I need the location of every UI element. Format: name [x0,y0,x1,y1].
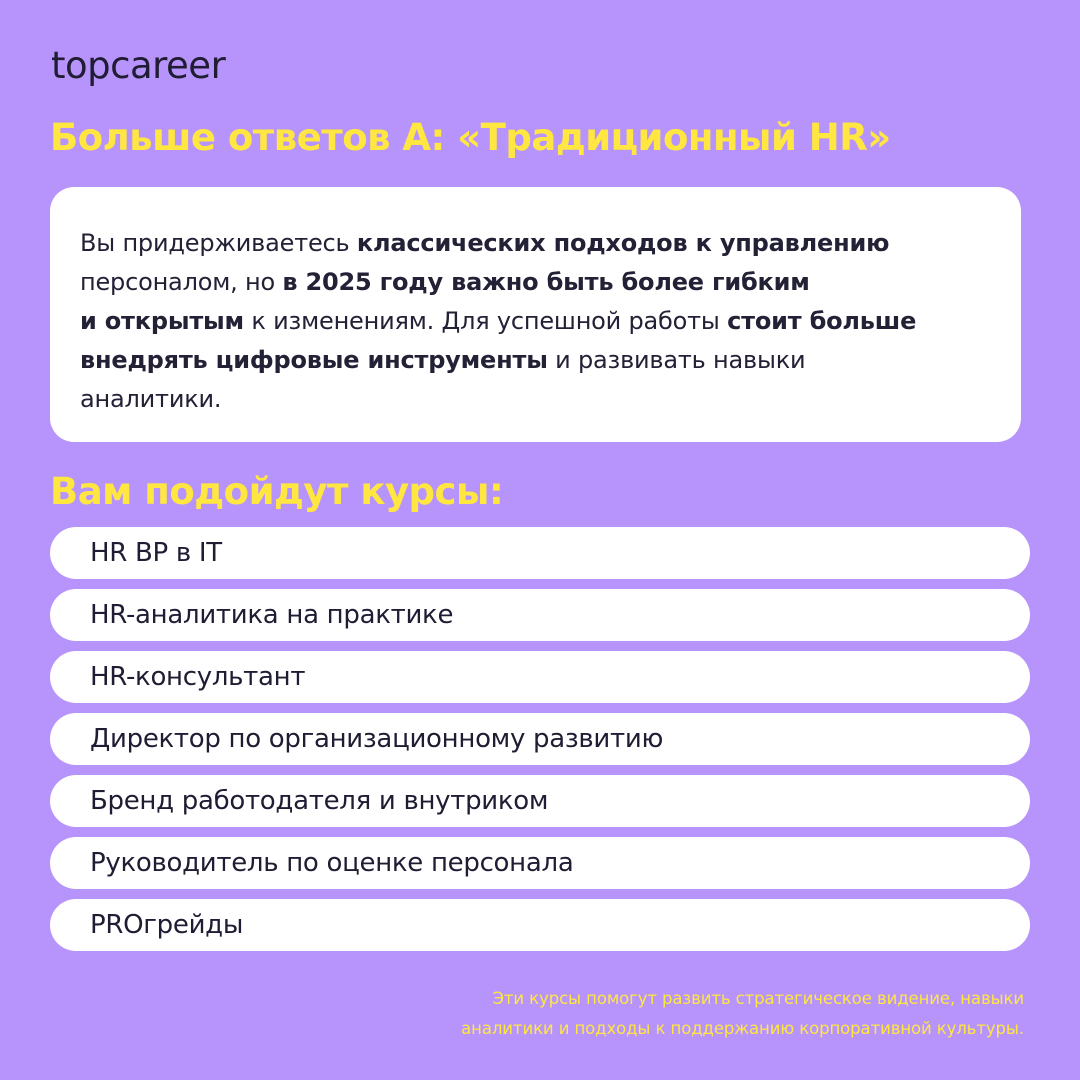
footnote-line-1: Эти курсы помогут развить стратегическое видение, навыки [492,989,1024,1008]
intro-highlight: внедрять цифровые инструменты [80,346,548,374]
course-item-hr-analytics[interactable]: HR-аналитика на практике [50,589,1030,641]
course-item-org-development-director[interactable]: Директор по организационному развитию [50,713,1030,765]
topcareer-logo: topcareer [51,44,226,87]
course-item-hr-bp-it[interactable]: HR BP в IT [50,527,1030,579]
intro-highlight: классических подходов к управлению [356,229,890,257]
courses-heading: Вам подойдут курсы: [50,470,504,513]
intro-text: аналитики. [80,385,222,413]
intro-card [50,187,1021,442]
intro-line-2 [80,263,991,302]
course-item-hr-consultant[interactable]: HR-консультант [50,651,1030,703]
course-item-progrades[interactable]: PROгрейды [50,899,1030,951]
course-item-assessment-lead[interactable]: Руководитель по оценке персонала [50,837,1030,889]
intro-highlight: стоит больше [727,307,917,335]
course-item-employer-brand[interactable]: Бренд работодателя и внутриком [50,775,1030,827]
page-title: Больше ответов А: «Традиционный HR» [50,116,891,159]
intro-highlight: и открытым [80,307,244,335]
intro-line-1 [80,224,991,263]
intro-text: персоналом, но [80,268,283,296]
intro-text: и развивать навыки [547,346,806,374]
footnote [461,984,1024,1044]
intro-highlight: в 2025 году важно быть более гибким [282,268,810,296]
course-list [50,527,1030,961]
intro-line-5 [80,380,991,419]
intro-line-4 [80,341,991,380]
intro-text: Вы придерживаетесь [80,229,357,257]
intro-line-3 [80,302,991,341]
intro-text: к изменениям. Для успешной работы [243,307,728,335]
footnote-line-2: аналитики и подходы к поддержанию корпоративной культуры. [461,1019,1024,1038]
